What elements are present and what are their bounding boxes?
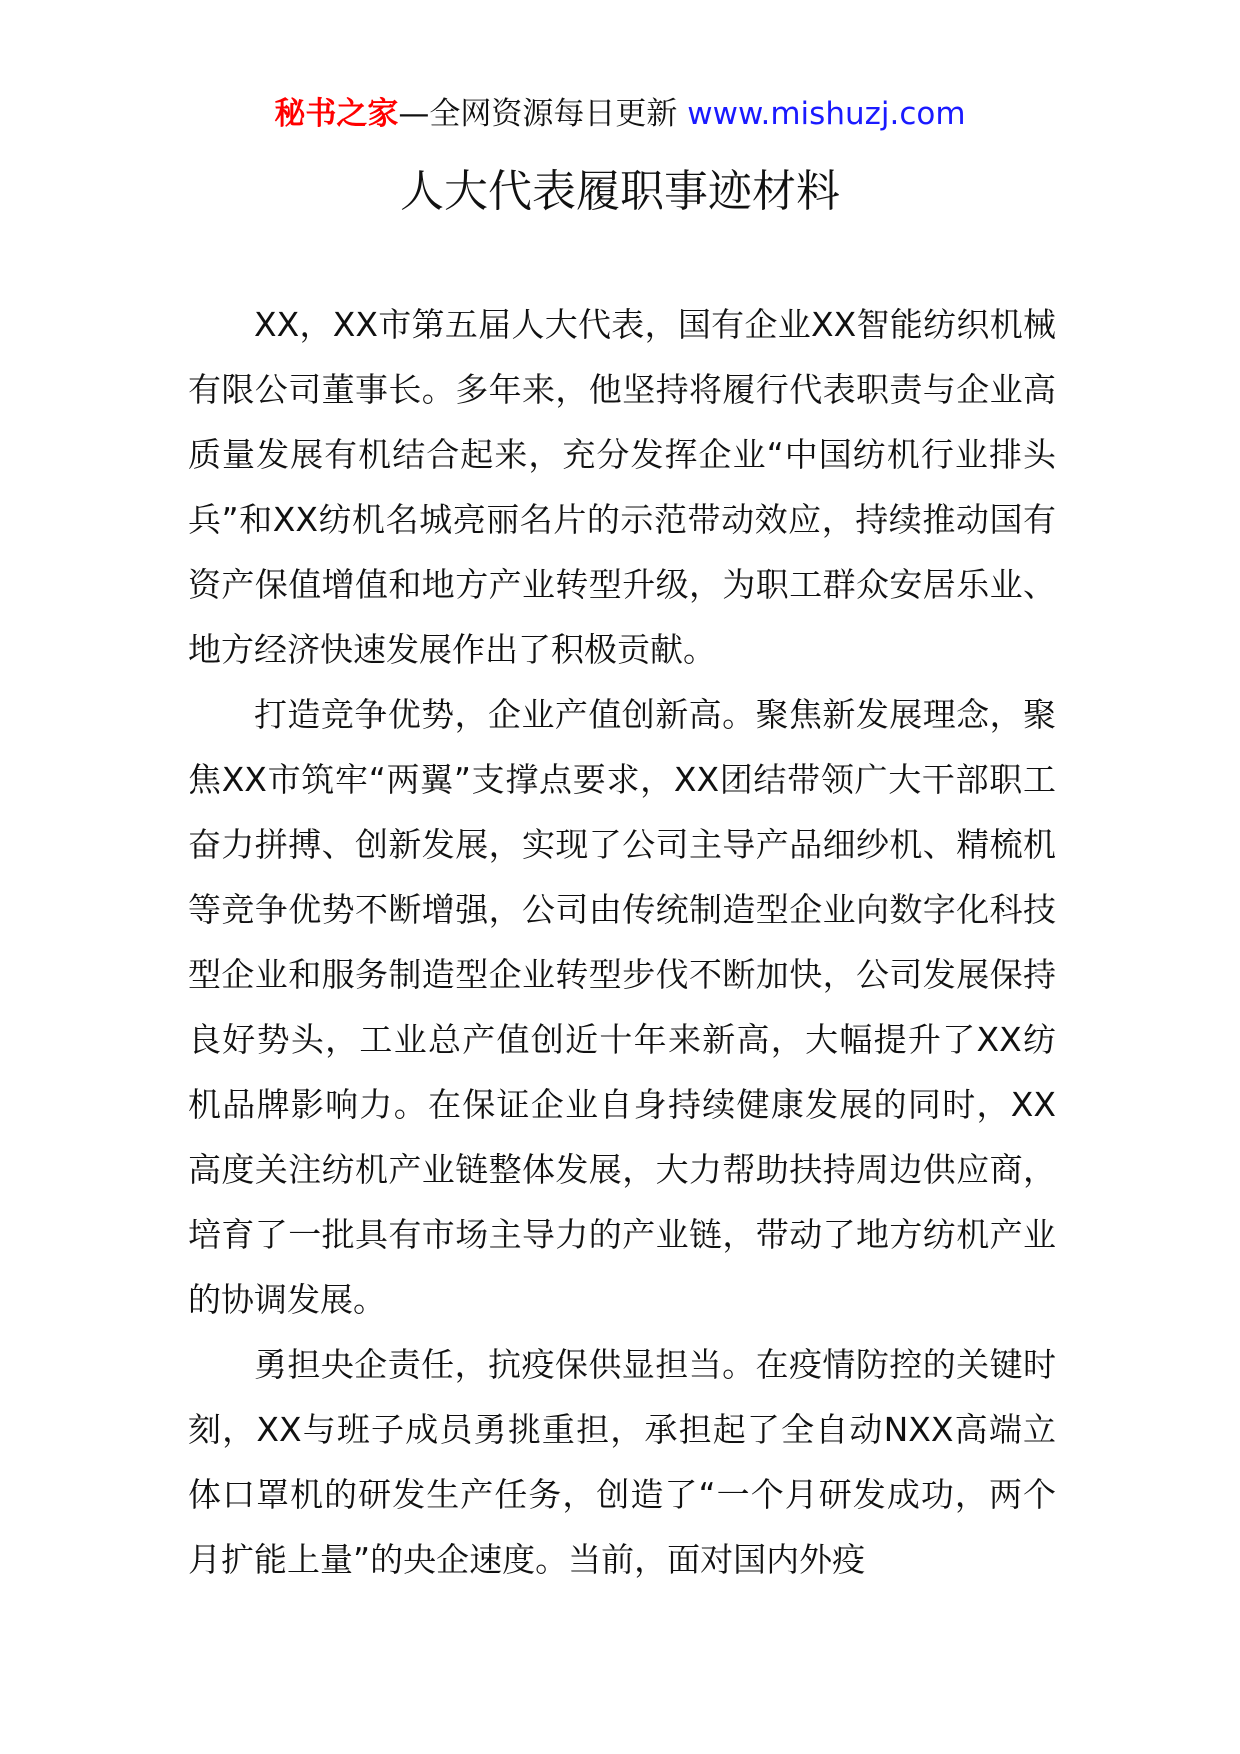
- site-header: [0, 92, 1240, 136]
- document-title: 人大代表履职事迹材料: [400, 166, 840, 217]
- paragraph-competitive-advantage: 打造竞争优势，企业产值创新高。聚焦新发展理念，聚焦XX市筑牢“两翼”支撑点要求，XX团结带领广大干部职工奋力拼搏、创新发展，实现了公司主导产品细纱机、精梳机等竞争优势不断增强，公司由传统制造型企业向数字化科技型企业和服务制造型企业转型步伐不断加快，公司发展保持良好势头，工业总产值创近十年来新高，大幅提升了XX纺机品牌影响力。在保证企业自身持续健康发展的同时，XX高度关注纺机产业链整体发展，大力帮助扶持周边供应商，培育了一批具有市场主导力的产业链，带动了地方纺机产业的协调发展。: [188, 695, 1056, 1319]
- paragraph-intro: XX，XX市第五届人大代表，国有企业XX智能纺织机械有限公司董事长。多年来，他坚持将履行代表职责与企业高质量发展有机结合起来，充分发挥企业“中国纺机行业排头兵”和XX纺机名城亮丽名片的示范带动效应，持续推动国有资产保值增值和地方产业转型升级，为职工群众安居乐业、地方经济快速发展作出了积极贡献。: [188, 305, 1056, 669]
- paragraph-epidemic-response: 勇担央企责任，抗疫保供显担当。在疫情防控的关键时刻，XX与班子成员勇挑重担，承担起了全自动NXX高端立体口罩机的研发生产任务，创造了“一个月研发成功，两个月扩能上量”的央企速度。当前，面对国内外疫: [188, 1345, 1056, 1579]
- document-body: [188, 292, 1056, 1592]
- site-brand: 秘书之家: [274, 96, 399, 132]
- site-url-link[interactable]: www.mishuzj.com: [687, 96, 966, 132]
- site-tagline: —全网资源每日更新: [398, 96, 678, 132]
